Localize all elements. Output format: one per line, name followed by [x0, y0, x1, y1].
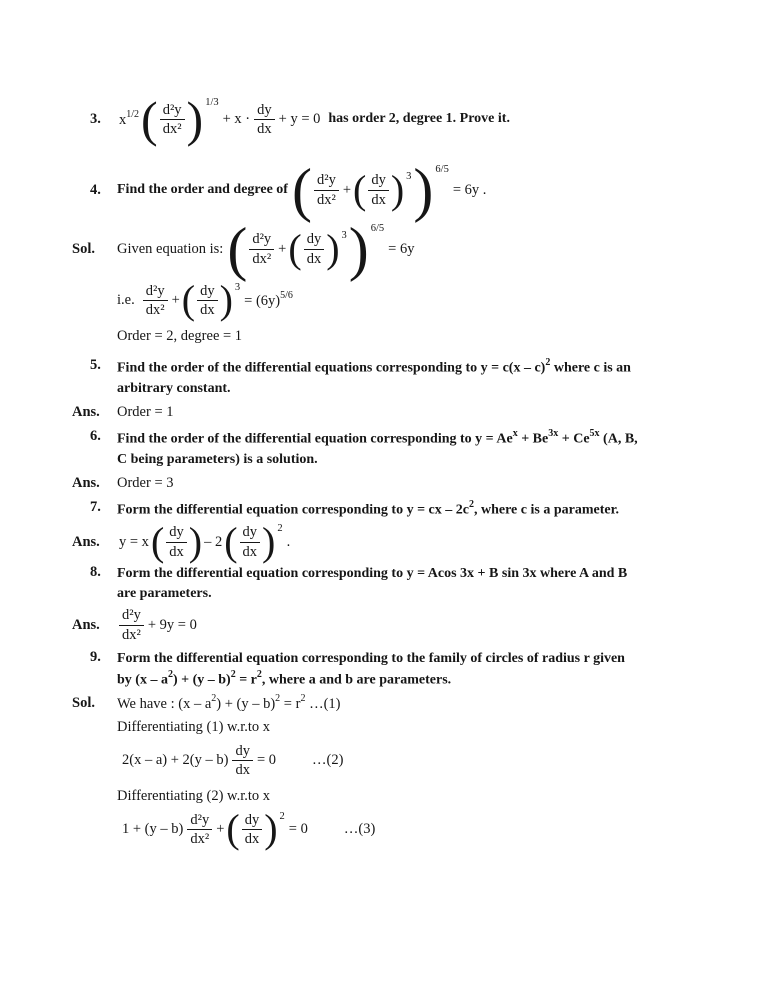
- question-7: [72, 499, 695, 521]
- fraction-dy-dx: $\frac{dy}{dx}$: [304, 231, 325, 266]
- answer-5-text: Order = 1: [117, 404, 174, 421]
- answer-8-equation: [117, 607, 199, 642]
- x-term: $x^{1/2}$: [119, 108, 140, 128]
- minus-two: – 2: [204, 533, 223, 550]
- exponent-5x: 5x: [589, 428, 600, 440]
- exponent-x: x: [512, 428, 518, 440]
- question-4: [72, 156, 695, 223]
- solution-4: [72, 215, 695, 282]
- fraction-d2y-dx2: $\frac{\text{d²y}}{\text{dx²}}$: [160, 102, 185, 137]
- solution-4-lead: Given equation is:: [117, 240, 224, 257]
- plus-9y-equals-zero: + 9y = 0: [147, 616, 197, 633]
- question-9: [72, 649, 695, 691]
- exponent-half: 1/2: [126, 108, 140, 120]
- equation-3: [72, 806, 695, 852]
- question-4-number: 4.: [90, 181, 101, 198]
- fraction-d2y-dx2: $\frac{\text{d²y}}{\text{dx²}}$: [314, 172, 339, 207]
- plus-y-equals-zero: + y = 0: [278, 110, 321, 127]
- ie-label: i.e.: [117, 291, 135, 308]
- ans-label: Ans.: [72, 475, 100, 492]
- left-paren: (: [181, 277, 196, 323]
- right-paren: ): [348, 215, 369, 282]
- exponent-square: 2: [230, 669, 236, 681]
- period: .: [286, 533, 291, 550]
- fraction-dy-dx: $\frac{dy}{dx}$: [240, 524, 261, 559]
- fraction-d2y-dx2: $\frac{\text{d²y}}{\text{dx²}}$: [119, 607, 144, 642]
- exponent-square: 2: [275, 693, 281, 705]
- exponent-square: 2: [545, 356, 551, 368]
- answer-7-equation: [117, 519, 292, 565]
- exponent-square: 2: [211, 693, 217, 705]
- question-3-equation: [117, 91, 512, 147]
- answer-6-text: Order = 3: [117, 475, 174, 492]
- solution-9: [72, 694, 695, 713]
- fraction-dy-dx: $\frac{dy}{dx}$: [166, 524, 187, 559]
- equation-3-tag: …(3): [343, 820, 376, 837]
- right-paren: ): [390, 167, 405, 212]
- answer-6: [72, 475, 695, 492]
- exponent-cube: 3: [406, 170, 412, 182]
- ans-label: Ans.: [72, 404, 100, 421]
- sol-label: Sol.: [72, 695, 95, 712]
- equation-2: [72, 743, 695, 778]
- fraction-dy-dx: $\frac{dy}{dx}$: [197, 283, 218, 318]
- ans-label: Ans.: [72, 616, 100, 633]
- equals-6y: = 6y: [388, 240, 415, 257]
- sol-label: Sol.: [72, 240, 95, 257]
- solution-4-equation: [227, 215, 416, 282]
- differentiating-2-line: Differentiating (2) w.r.to x: [117, 787, 271, 804]
- question-3: [72, 91, 695, 147]
- question-3-number: 3.: [90, 110, 101, 127]
- plus-sign: +: [278, 240, 287, 257]
- question-7-text: Form the differential equation corresponding to y = cx – $2c^2$, where c is a parameter.: [117, 499, 620, 519]
- right-paren: ): [413, 156, 434, 223]
- fraction-d2y-dx2: $\frac{\text{d²y}}{\text{dx²}}$: [143, 283, 168, 318]
- plus-x-dot: + x ·: [222, 110, 251, 127]
- y-equals-x: y = x: [119, 533, 149, 550]
- answer-7: [72, 519, 695, 565]
- left-paren: (: [224, 519, 238, 565]
- right-paren: ): [186, 91, 204, 147]
- question-9-number: 9.: [90, 648, 101, 665]
- right-paren: ): [188, 519, 203, 565]
- order-degree-answer: Order = 2, degree = 1: [117, 327, 243, 344]
- exponent-one-third: 1/3: [205, 97, 219, 108]
- exponent-square: 2: [167, 669, 173, 681]
- exponent-square: 2: [468, 499, 474, 511]
- exponent-six-fifths: 6/5: [370, 222, 385, 234]
- question-5-text: Find the order of the differential equations corresponding to y = c(x – c)$^2$ where c is an arbitrary constant.: [117, 356, 631, 396]
- right-paren: ): [264, 806, 278, 852]
- equation-2-tag: …(2): [312, 752, 344, 769]
- right-paren: ): [262, 519, 276, 565]
- exponent-3x: 3x: [548, 428, 559, 440]
- fraction-dy-dx: $\frac{dy}{dx}$: [242, 812, 263, 847]
- plus-sign: +: [171, 291, 180, 308]
- fraction-d2y-dx2: $\frac{\text{d²y}}{\text{dx²}}$: [187, 812, 212, 847]
- exponent-cube: 3: [341, 229, 347, 241]
- plus-sign: +: [342, 181, 352, 198]
- exponent-five-sixths: 5/6: [280, 289, 293, 301]
- question-8: [72, 564, 695, 605]
- fraction-dy-dx: $\frac{dy}{dx}$: [232, 743, 253, 778]
- fraction-d2y-dx2: $\frac{\text{d²y}}{\text{dx²}}$: [249, 231, 274, 266]
- answer-5: [72, 404, 695, 421]
- left-paren: (: [291, 156, 312, 223]
- ans-label: Ans.: [72, 533, 100, 550]
- left-paren: (: [141, 91, 158, 147]
- eq3-lhs: 1 + (y – b): [122, 820, 184, 837]
- exponent-cube: 3: [234, 281, 241, 293]
- question-4-equation: [291, 156, 488, 223]
- right-paren: ): [326, 226, 340, 271]
- answer-8: [72, 607, 695, 642]
- question-7-number: 7.: [90, 499, 101, 516]
- equals-zero: = 0: [256, 752, 276, 769]
- exponent-square: 2: [277, 523, 283, 535]
- exponent-square: 2: [279, 810, 285, 822]
- question-8-text: Form the differential equation corresponding to y = Acos 3x + B sin 3x where A and B are parameters.: [117, 565, 628, 602]
- left-paren: (: [227, 215, 248, 282]
- solution-9-equation-1: We have : $(x - a^2) + (y - b)^2 = r^2$ …(1): [117, 693, 341, 713]
- question-6-text: Find the order of the differential equation corresponding to $y = Ae^x + Be^{3x} + Ce^{5x}$ (A, B, C being parameters) is a solution.: [117, 428, 638, 468]
- left-paren: (: [288, 226, 302, 271]
- question-8-number: 8.: [90, 563, 101, 580]
- equals-zero: = 0: [288, 820, 308, 837]
- question-6-number: 6.: [90, 428, 101, 445]
- fraction-dy-dx: $\frac{dy}{dx}$: [254, 102, 275, 137]
- right-paren: ): [219, 277, 233, 323]
- eq2-lhs: 2(x – a) + 2(y – b): [122, 752, 229, 769]
- question-3-claim: has order 2, degree 1. Prove it.: [328, 111, 510, 127]
- differentiating-1-line: Differentiating (1) w.r.to x: [117, 719, 271, 736]
- left-paren: (: [150, 519, 165, 565]
- plus-sign: +: [216, 820, 225, 837]
- exponent-six-fifths: 6/5: [435, 163, 449, 175]
- question-5: [72, 357, 695, 399]
- question-4-text: Find the order and degree of: [117, 181, 288, 197]
- equals-6y-paren: = $(6y)^{5/6}$: [244, 289, 293, 309]
- equals-6y: = 6y .: [452, 181, 487, 198]
- ie-equation: [141, 277, 295, 323]
- fraction-dy-dx: $\frac{dy}{dx}$: [368, 172, 389, 207]
- question-6: [72, 428, 695, 470]
- left-paren: (: [353, 167, 367, 212]
- ie-line: [72, 277, 695, 323]
- exponent-square: 2: [256, 669, 262, 681]
- question-9-text: Form the differential equation corresponding to the family of circles of radius r given by $(x - a^2) + (y - b)^2 = r^2$, where a and b are parameters.: [117, 650, 625, 688]
- exponent-square: 2: [300, 693, 306, 705]
- question-5-number: 5.: [90, 356, 101, 373]
- left-paren: (: [226, 806, 240, 852]
